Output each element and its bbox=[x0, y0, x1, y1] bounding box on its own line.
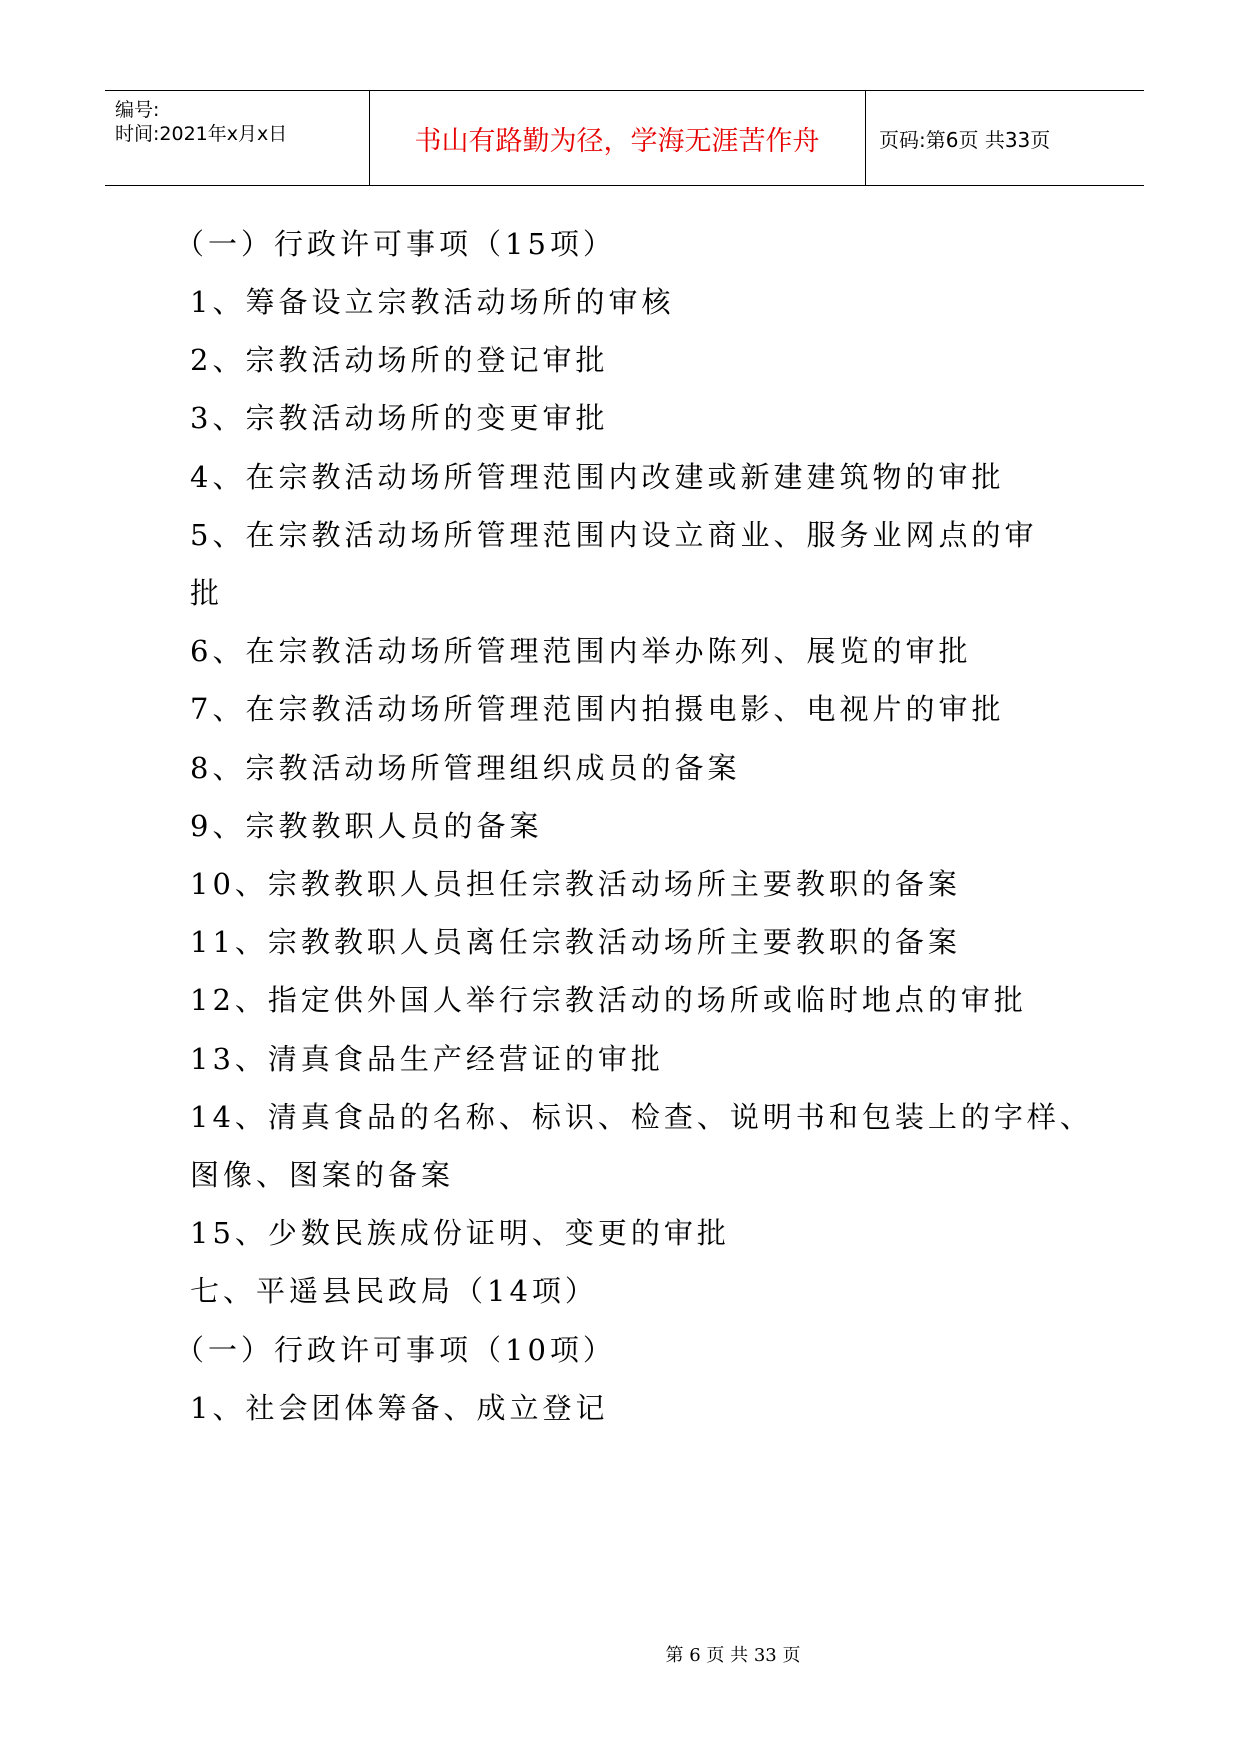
list-item: 7、在宗教活动场所管理范围内拍摄电影、电视片的审批 bbox=[190, 692, 1005, 726]
header-page-cell bbox=[865, 91, 1144, 185]
list-item: 14、清真食品的名称、标识、检查、说明书和包装上的字样、 bbox=[190, 1100, 1093, 1134]
list-item: 2、宗教活动场所的登记审批 bbox=[190, 343, 609, 377]
list-item: 3、宗教活动场所的变更审批 bbox=[190, 401, 609, 435]
header-page-info: 页码:第6页 共33页 bbox=[879, 127, 1051, 152]
header-info-cell bbox=[105, 91, 370, 185]
list-item: 1、筹备设立宗教活动场所的审核 bbox=[190, 285, 675, 319]
section-heading: （一）行政许可事项（10项） bbox=[175, 1333, 616, 1367]
list-item-continuation: 图像、图案的备案 bbox=[190, 1158, 455, 1192]
list-item: 8、宗教活动场所管理组织成员的备案 bbox=[190, 751, 741, 785]
header-motto-cell bbox=[369, 91, 866, 185]
list-item: 9、宗教教职人员的备案 bbox=[190, 809, 543, 843]
list-item: 10、宗教教职人员担任宗教活动场所主要教职的备案 bbox=[190, 867, 961, 901]
page-footer: 第 6 页 共 33 页 bbox=[665, 1645, 801, 1666]
list-item-continuation: 批 bbox=[190, 576, 224, 610]
section-heading: 七、平遥县民政局（14项） bbox=[190, 1274, 598, 1308]
list-item: 1、社会团体筹备、成立登记 bbox=[190, 1391, 609, 1425]
list-item: 11、宗教教职人员离任宗教活动场所主要教职的备案 bbox=[190, 925, 961, 959]
list-item: 15、少数民族成份证明、变更的审批 bbox=[190, 1216, 730, 1250]
document-number-label: 编号: bbox=[115, 99, 160, 121]
list-item: 6、在宗教活动场所管理范围内举办陈列、展览的审批 bbox=[190, 634, 972, 668]
section-heading: （一）行政许可事项（15项） bbox=[175, 227, 616, 261]
list-item: 5、在宗教活动场所管理范围内设立商业、服务业网点的审 bbox=[190, 518, 1038, 552]
page-header bbox=[105, 90, 1144, 186]
header-motto: 书山有路勤为径，学海无涯苦作舟 bbox=[414, 125, 820, 157]
list-item: 12、指定供外国人举行宗教活动的场所或临时地点的审批 bbox=[190, 983, 1027, 1017]
list-item: 4、在宗教活动场所管理范围内改建或新建建筑物的审批 bbox=[190, 460, 1005, 494]
list-item: 13、清真食品生产经营证的审批 bbox=[190, 1042, 664, 1076]
document-time-label: 时间:2021年x月x日 bbox=[115, 123, 288, 145]
